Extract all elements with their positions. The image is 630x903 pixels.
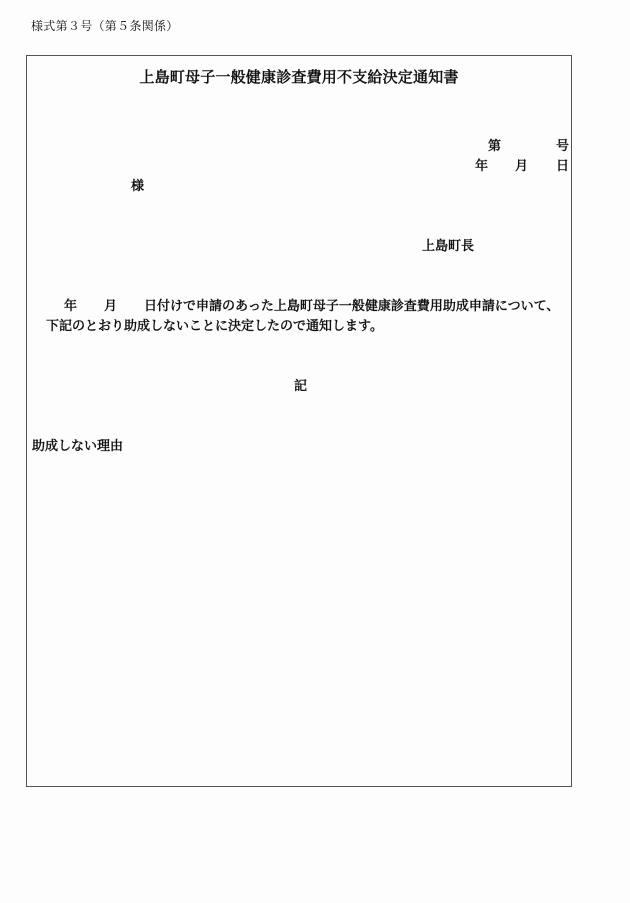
body-text-line1: 日付けで申請のあった上島町母子一般健康診査費用助成申請について、 [144, 299, 560, 314]
body-year-label: 年 [64, 299, 78, 314]
document-title: 上島町母子一般健康診査費用不支給決定通知書 [139, 68, 459, 86]
doc-number-dai: 第 [488, 139, 502, 154]
form-number-label: 様式第３号（第５条関係） [31, 19, 179, 33]
reason-label: 助成しない理由 [32, 439, 124, 454]
issuer-name: 上島町長 [422, 239, 475, 254]
date-day-label: 日 [556, 159, 570, 174]
date-month-label: 月 [515, 159, 529, 174]
body-text-line2: 下記のとおり助成しないことに決定したので通知します。 [46, 319, 383, 334]
body-month-label: 月 [104, 299, 118, 314]
addressee-suffix: 様 [131, 179, 145, 194]
notice-frame [26, 55, 572, 787]
doc-number-go: 号 [556, 139, 570, 154]
date-year-label: 年 [475, 159, 489, 174]
ki-heading: 記 [294, 379, 308, 394]
